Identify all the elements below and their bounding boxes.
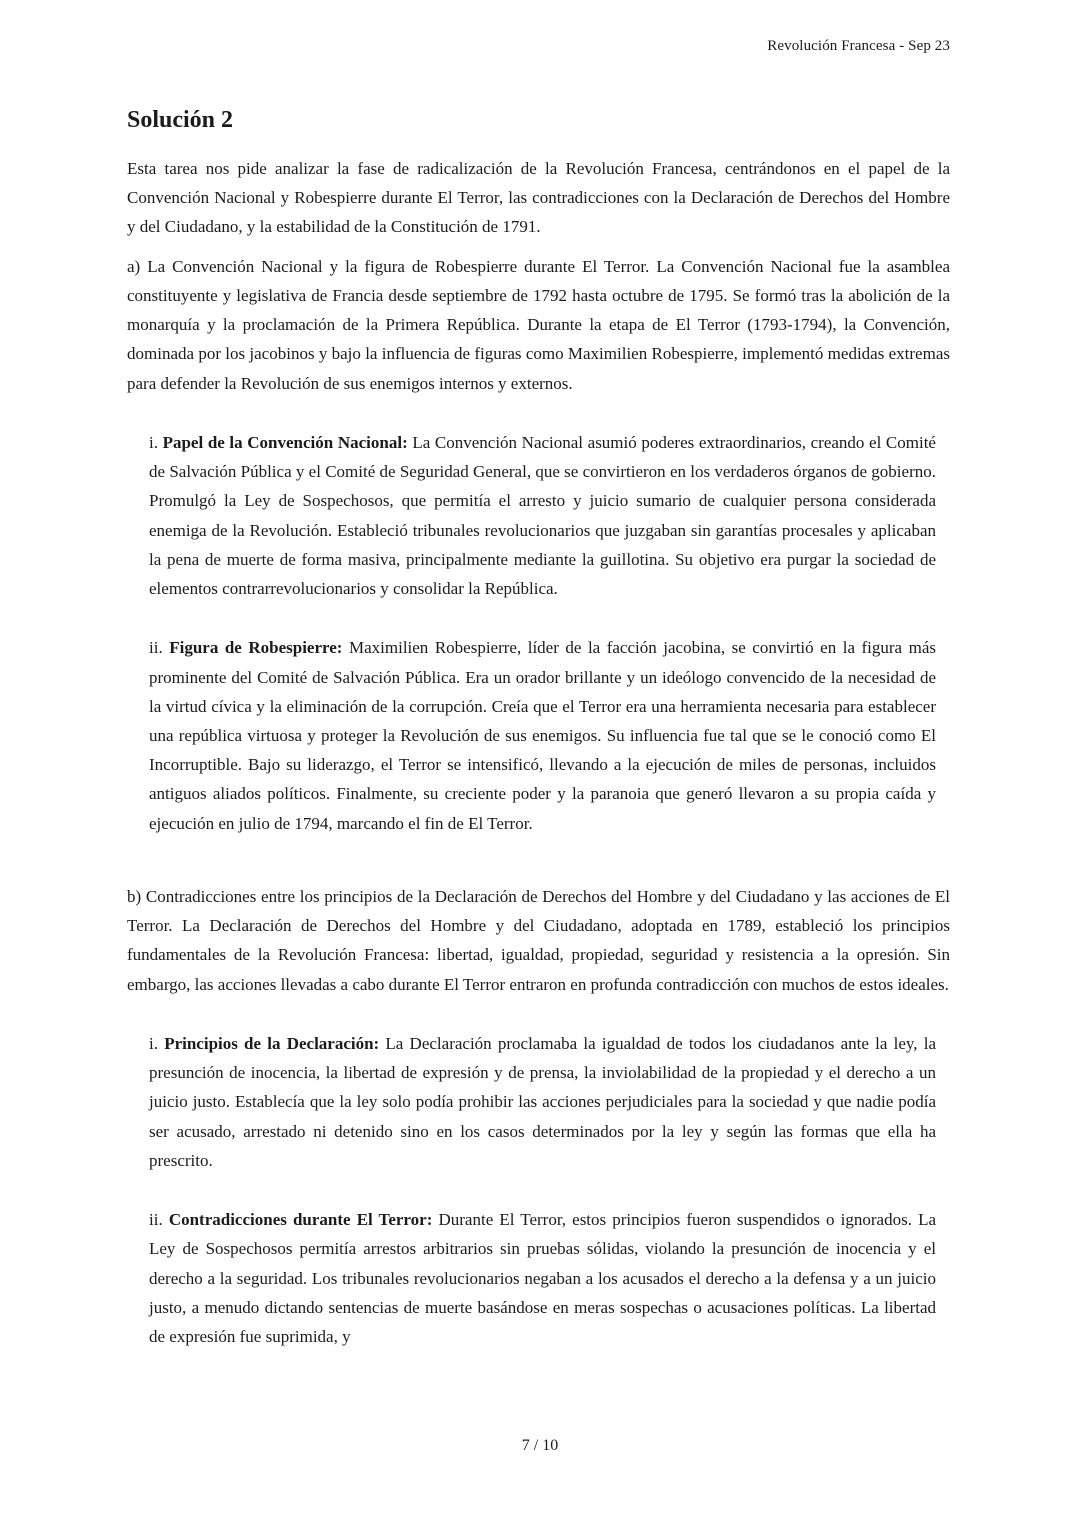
item-text: La Declaración proclamaba la igualdad de todos los ciudadanos ante la ley, la presunción de inocencia, la libertad de expresión y de prensa, la inviolabilidad de la propiedad y el derecho a un juicio justo. Establecía que la ley solo podía prohibir las acciones perjudiciales para la sociedad y que nadie podía ser acusado, arrestado ni detenido sino en los casos determinados por la ley y según las formas que ella ha prescrito. [149,1033,936,1170]
item-label: Contradicciones durante El Terror: [168,1210,433,1230]
section-a-item-2 [149,633,936,838]
item-prefix: i. [149,1033,165,1053]
section-b-paragraph: b) Contradicciones entre los principios de la Declaración de Derechos del Hombre y del Ciudadano y las acciones de El Terror. La Declaración de Derechos del Hombre y del Ciudadano, adoptada en 1789, estableció los principios fundamentales de la Revolución Francesa: libertad, igualdad, propiedad, seguridad y resistencia a la opresión. Sin embargo, las acciones llevadas a cabo durante El Terror entraron en profunda contradicción con muchos de estos ideales. [127,886,950,994]
item-text: Maximilien Robespierre, líder de la facción jacobina, se convirtió en la figura más prominente del Comité de Salvación Pública. Era un orador brillante y un ideólogo convencido de la necesidad de la virtud cívica y la eliminación de la corrupción. Creía que el Terror era una herramienta necesaria para establecer una república virtuosa y proteger la Revolución de sus enemigos. Su influencia fue tal que se le conoció como El Incorruptible. Bajo su liderazgo, el Terror se intensificó, llevando a la ejecución de miles de personas, incluidos antiguos aliados políticos. Finalmente, su creciente poder y la paranoia que generó llevaron a su propia caída y ejecución en julio de 1794, marcando el fin de El Terror. [149,638,937,833]
section-b-item-2 [149,1205,936,1351]
section-divider-space [127,868,950,878]
section-a-item-1 [149,428,936,603]
section-a-paragraph: a) La Convención Nacional y la figura de Robespierre durante El Terror. La Convención Nacional fue la asamblea constituyente y legislativa de Francia desde septiembre de 1792 hasta octubre de 1795. Se formó tras la abolición de la monarquía y la proclamación de la Primera República. Durante la etapa de El Terror (1793-1794), la Convención, dominada por los jacobinos y bajo la influencia de figuras como Maximilien Robespierre, implementó medidas extremas para defender la Revolución de sus enemigos internos y externos. [127,256,950,393]
item-label: Papel de la Convención Nacional: [162,432,408,452]
page-header: Revolución Francesa - Sep 23 [767,38,950,54]
item-prefix: ii. [149,638,170,658]
intro-paragraph: Esta tarea nos pide analizar la fase de radicalización de la Revolución Francesa, centrándonos en el papel de la Convención Nacional y Robespierre durante El Terror, las contradicciones con la Declaración de Derechos del Hombre y del Ciudadano, y la estabilidad de la Constitución de 1791. [127,159,950,237]
item-label: Principios de la Declaración: [164,1033,380,1053]
page-number: 7 / 10 [521,1437,559,1454]
item-label: Figura de Robespierre: [169,638,343,658]
item-text: La Convención Nacional asumió poderes extraordinarios, creando el Comité de Salvación Pública y el Comité de Seguridad General, que se convirtieron en los verdaderos órganos de gobierno. Promulgó la Ley de Sospechosos, que permitía el arresto y juicio sumario de cualquier persona considerada enemiga de la Revolución. Estableció tribunales revolucionarios que juzgaban sin garantías procesales y aplicaban la pena de muerte de forma masiva, principalmente mediante la guillotina. Su objetivo era purgar la sociedad de elementos contrarrevolucionarios y consolidar la República. [149,432,936,599]
item-prefix: ii. [149,1210,169,1230]
item-text: Durante El Terror, estos principios fueron suspendidos o ignorados. La Ley de Sospechosos permitía arrestos arbitrarios sin pruebas sólidas, violando la presunción de inocencia y el derecho a la seguridad. Los tribunales revolucionarios negaban a los acusados el derecho a la defensa y a un juicio justo, a menudo dictando sentencias de muerte basándose en meras sospechas o acusaciones políticas. La libertad de expresión fue suprimida, y [149,1210,936,1346]
page-title: Solución 2 [127,107,234,133]
section-b-item-1 [149,1029,936,1175]
item-prefix: i. [149,432,163,452]
